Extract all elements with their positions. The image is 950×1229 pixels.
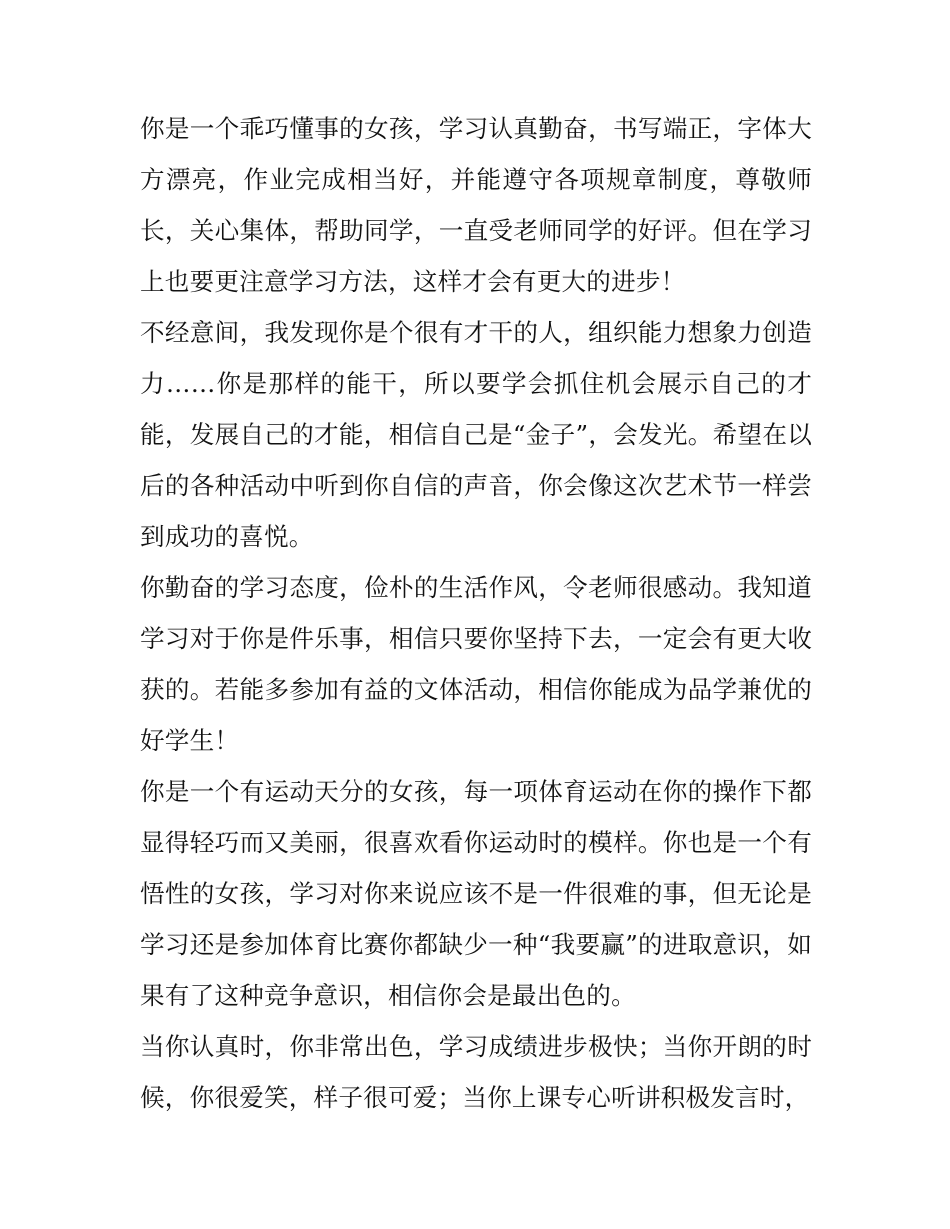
paragraph-1: 你是一个乖巧懂事的女孩，学习认真勤奋，书写端正，字体大方漂亮，作业完成相当好，并能遵守各项规章制度，尊敬师长，关心集体，帮助同学，一直受老师同学的好评。但在学习上也要更注意学习方法，这样才会有更大的进步！ <box>140 114 812 296</box>
document-body <box>140 103 812 1123</box>
paragraph-5: 当你认真时，你非常出色，学习成绩进步极快；当你开朗的时候，你很爱笑，样子很可爱；当你上课专心听讲积极发言时， <box>140 1032 812 1112</box>
paragraph-3: 你勤奋的学习态度，俭朴的生活作风，令老师很感动。我知道学习对于你是件乐事，相信只要你坚持下去，一定会有更大收获的。若能多参加有益的文体活动，相信你能成为品学兼优的好学生！ <box>140 573 812 755</box>
paragraph-4: 你是一个有运动天分的女孩，每一项体育运动在你的操作下都显得轻巧而又美丽，很喜欢看你运动时的模样。你也是一个有悟性的女孩，学习对你来说应该不是一件很难的事，但无论是学习还是参加体育比赛你都缺少一种“我要赢”的进取意识，如果有了这种竞争意识，相信你会是最出色的。 <box>140 777 812 1010</box>
paragraph-2: 不经意间，我发现你是个很有才干的人，组织能力想象力创造力……你是那样的能干，所以要学会抓住机会展示自己的才能，发展自己的才能，相信自己是“金子”，会发光。希望在以后的各种活动中听到你自信的声音，你会像这次艺术节一样尝到成功的喜悦。 <box>140 318 812 551</box>
